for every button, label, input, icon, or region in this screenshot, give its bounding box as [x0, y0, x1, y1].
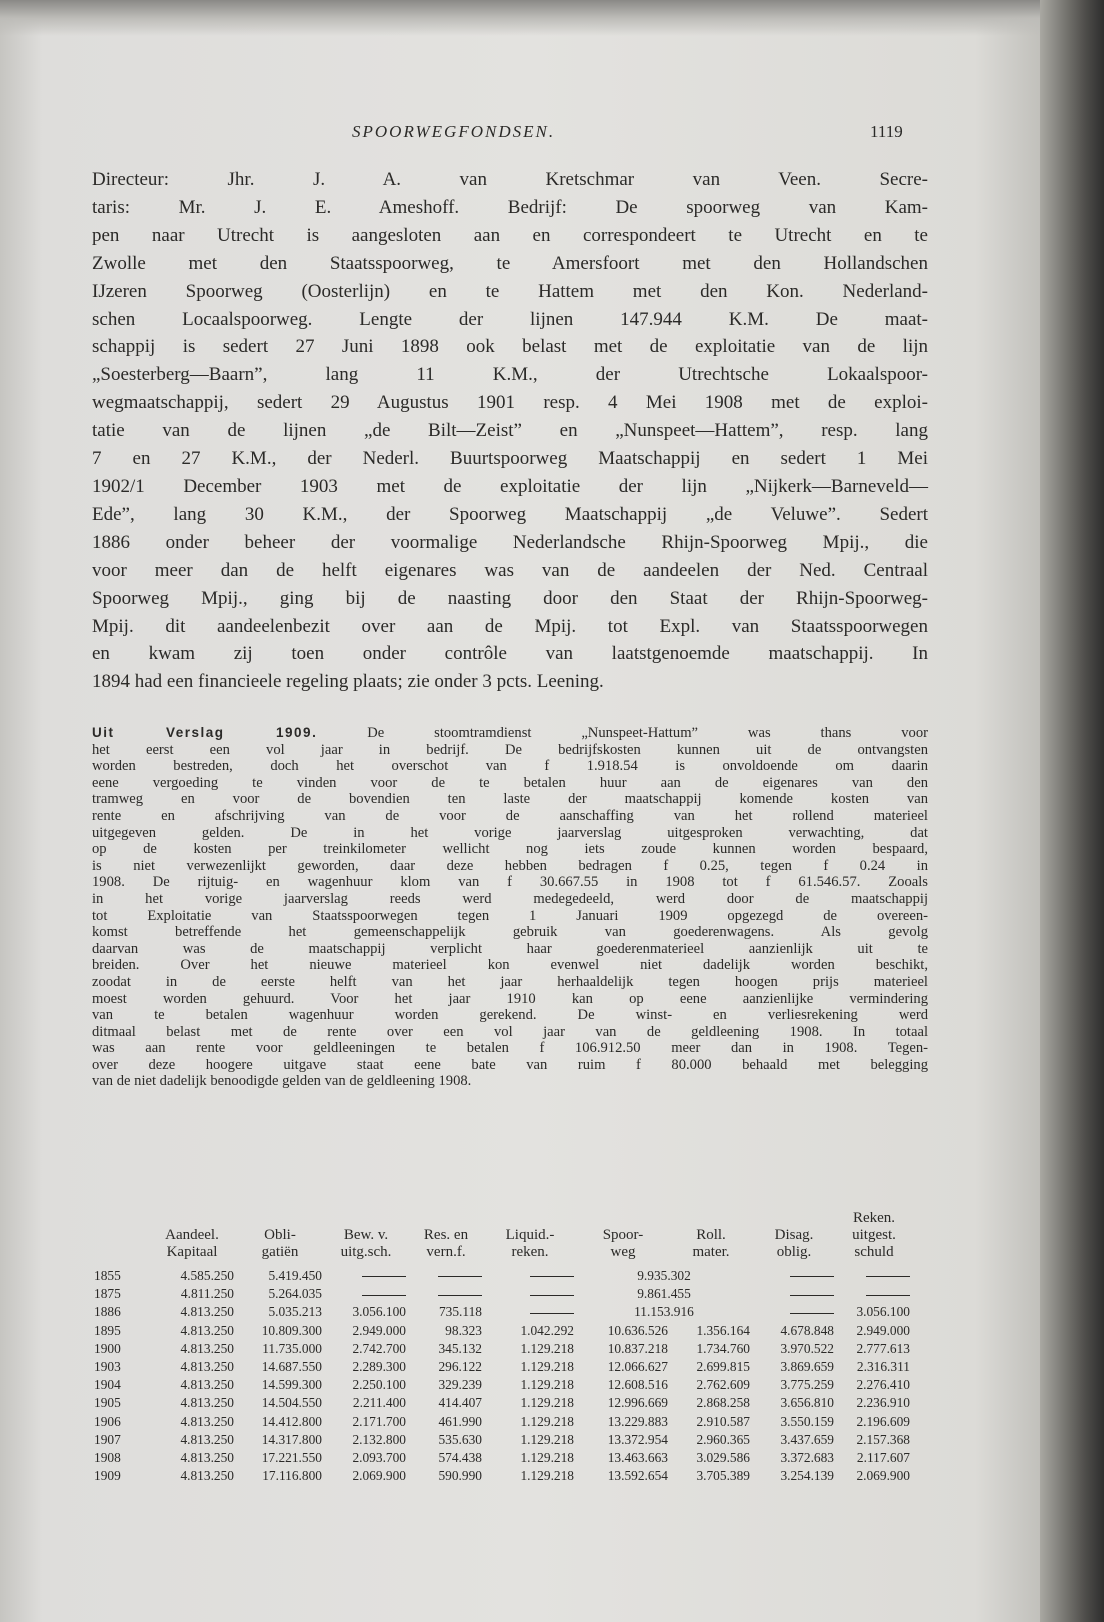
table-cell	[752, 1303, 836, 1321]
table-cell: 2.236.910	[856, 1395, 910, 1411]
column-header: Res. en vern.f.	[423, 1227, 469, 1260]
row-year: 1855	[94, 1268, 121, 1283]
header-year	[92, 1210, 148, 1267]
table-cell: 2.868.258	[696, 1395, 750, 1411]
table-cell: 2.157.368	[856, 1431, 910, 1447]
row-year: 1908	[94, 1450, 121, 1466]
table-cell: 12.996.669	[607, 1395, 668, 1411]
table-cell: 2.069.900	[352, 1468, 406, 1484]
table-cell: 13.229.883	[607, 1413, 668, 1429]
table-cell	[484, 1303, 576, 1321]
table-cell: 2.777.613	[856, 1340, 910, 1356]
report-line: was aan rente voor geldleeningen te betalen f 106.912.50 meer dan in 1908. Tegen-	[92, 1040, 928, 1057]
report-first-line-text: De stoomtramdienst „Nunspeet-Hattum” was thans voor	[317, 725, 928, 741]
text-line: schen Locaalspoorweg. Lengte der lijnen 147.944 K.M. De maat-	[92, 308, 928, 330]
table-cell: 1.042.292	[520, 1322, 574, 1338]
empty-dash	[790, 1295, 834, 1296]
report-line: uitgegeven gelden. De in het vorige jaarverslag uitgesproken verwachting, dat	[92, 824, 928, 841]
table-cell	[324, 1267, 408, 1285]
report-line: komst betreffende het gemeenschappelijk gebruik van goederenwagens. Als gevolg	[92, 924, 928, 941]
table-cell: 4.678.848	[780, 1322, 834, 1338]
report-line: het eerst een vol jaar in bedrijf. De bedrijfskosten kunnen uit de ontvangsten	[92, 741, 928, 758]
empty-dash	[438, 1276, 482, 1277]
report-heading: Uit Verslag 1909.	[92, 725, 318, 740]
text-line: wegmaatschappij, sedert 29 Augustus 1901 resp. 4 Mei 1908 met de exploi-	[92, 392, 928, 414]
table-cell: 1.129.218	[520, 1450, 574, 1466]
running-head: SPOORWEGFONDSEN.	[352, 122, 556, 141]
annual-report-1909	[92, 725, 928, 1090]
table-cell: 1.129.218	[520, 1413, 574, 1429]
table-body	[92, 1267, 912, 1485]
table-cell: 414.407	[438, 1395, 482, 1411]
row-year: 1886	[94, 1304, 121, 1320]
table-cell	[324, 1285, 408, 1303]
empty-dash	[530, 1295, 574, 1296]
text-line: en kwam zij toen onder contrôle van laatstgenoemde maatschappij. In	[92, 643, 928, 665]
column-header: Liquid.- reken.	[505, 1227, 555, 1260]
table-cell: 4.813.250	[180, 1304, 234, 1320]
table-cell: 2.316.311	[856, 1359, 910, 1375]
table-cell: 735.118	[438, 1304, 482, 1320]
table-cell	[836, 1285, 912, 1303]
table-cell	[836, 1267, 912, 1285]
table-cell: 4.813.250	[180, 1431, 234, 1447]
text-line: Zwolle met den Staatsspoorweg, te Amersfoort met den Hollandschen	[92, 252, 928, 274]
text-line: schappij is sedert 27 Juni 1898 ook belast met de exploitatie van de lijn	[92, 336, 928, 358]
report-line: rente en afschrijving van de voor de aanschaffing van het rollend materieel	[92, 807, 928, 824]
row-year: 1905	[94, 1395, 121, 1411]
column-header: Reken. uitgest. schuld	[852, 1210, 896, 1260]
table-cell: 1.129.218	[520, 1359, 574, 1375]
table-cell	[408, 1267, 484, 1285]
empty-dash	[362, 1276, 406, 1277]
scan-shadow	[0, 0, 1060, 36]
table-cell: 12.608.516	[607, 1377, 668, 1393]
table-cell: 461.990	[438, 1413, 482, 1429]
row-year: 1903	[94, 1359, 121, 1375]
text-line: tatie van de lijnen „de Bilt—Zeist” en „Nunspeet—Hattem”, resp. lang	[92, 420, 928, 442]
report-line: worden bestreden, doch het overschot van f 1.918.54 is onvoldoende om daarin	[92, 758, 928, 775]
table-cell: 5.419.450	[268, 1268, 322, 1283]
table-cell: 4.811.250	[180, 1286, 234, 1302]
table-cell: 345.132	[438, 1340, 482, 1356]
report-line: ditmaal belast met de rente over een vol jaar van de geldleening 1908. In totaal	[92, 1023, 928, 1040]
text-line: Directeur: Jhr. J. A. van Kretschmar van Veen. Secre-	[92, 169, 928, 190]
table-cell: 14.599.300	[261, 1377, 322, 1393]
table-cell: 17.221.550	[261, 1450, 322, 1466]
table-cell: 4.813.250	[180, 1395, 234, 1411]
table-cell	[752, 1285, 836, 1303]
table-row	[92, 1303, 912, 1321]
table-cell: 2.069.900	[856, 1468, 910, 1484]
table-cell-merged: 11.153.916	[634, 1304, 694, 1320]
table-cell: 3.869.659	[780, 1359, 834, 1375]
table-cell: 2.132.800	[352, 1431, 406, 1447]
table-cell: 14.412.800	[261, 1413, 322, 1429]
table-cell: 4.813.250	[180, 1413, 234, 1429]
table-cell: 5.035.213	[268, 1304, 322, 1320]
table-cell: 3.775.259	[780, 1377, 834, 1393]
table-cell: 3.029.586	[696, 1450, 750, 1466]
table-cell: 4.813.250	[180, 1450, 234, 1466]
report-line: tramweg en voor de bovendien ten laste der maatschappij komende kosten van	[92, 791, 928, 808]
table-row	[92, 1413, 912, 1431]
table-cell: 3.437.659	[780, 1431, 834, 1447]
table-cell: 3.056.100	[856, 1304, 910, 1320]
table-cell: 2.211.400	[352, 1395, 406, 1411]
row-year: 1875	[94, 1286, 121, 1302]
table-row	[92, 1322, 912, 1340]
row-year: 1895	[94, 1322, 121, 1338]
table-cell: 296.122	[438, 1359, 482, 1375]
report-line: eene vergoeding te vinden voor de te betalen huur aan de eigenares van den	[92, 774, 928, 791]
table-cell: 2.171.700	[352, 1413, 406, 1429]
row-year: 1909	[94, 1468, 121, 1484]
table-cell	[752, 1267, 836, 1285]
text-line: Ede”, lang 30 K.M., der Spoorweg Maatschappij „de Veluwe”. Sedert	[92, 503, 928, 525]
table-row	[92, 1449, 912, 1467]
report-first-line	[92, 725, 928, 742]
table-cell: 3.705.389	[696, 1468, 750, 1484]
row-year: 1906	[94, 1413, 121, 1429]
table-cell: 14.504.550	[261, 1395, 322, 1411]
table-cell: 3.656.810	[780, 1395, 834, 1411]
table-cell: 2.742.700	[352, 1340, 406, 1356]
table-cell: 4.813.250	[180, 1359, 234, 1375]
text-line: Mpij. dit aandeelenbezit over aan de Mpij. tot Expl. van Staatsspoorwegen	[92, 615, 928, 637]
table-cell: 2.762.609	[696, 1377, 750, 1393]
table-cell: 13.592.654	[607, 1468, 668, 1484]
table-row	[92, 1358, 912, 1376]
text-line: 7 en 27 K.M., der Nederl. Buurtspoorweg Maatschappij en sedert 1 Mei	[92, 448, 928, 470]
table-cell: 2.289.300	[352, 1359, 406, 1375]
table-cell: 98.323	[445, 1322, 482, 1338]
table-cell: 17.116.800	[262, 1468, 322, 1484]
table-cell: 3.056.100	[352, 1304, 406, 1320]
table-cell: 590.990	[438, 1468, 482, 1484]
company-description	[92, 166, 928, 696]
column-header: Bew. v. uitg.sch.	[340, 1227, 392, 1260]
table-cell: 1.129.218	[520, 1340, 574, 1356]
report-line: op de kosten per treinkilometer wellicht nog iets zoude kunnen worden bespaard,	[92, 841, 928, 858]
table-cell: 4.813.250	[180, 1468, 234, 1484]
table-cell: 2.960.365	[696, 1431, 750, 1447]
table-cell: 4.813.250	[180, 1340, 234, 1356]
table-cell: 2.117.607	[856, 1450, 910, 1466]
report-line: van te betalen wagenhuur worden gerekend. De winst- en verliesrekening werd	[92, 1007, 928, 1024]
table-cell: 10.809.300	[261, 1322, 322, 1338]
table-cell: 2.949.000	[856, 1322, 910, 1338]
text-line: 1886 onder beheer der voormalige Nederlandsche Rhijn-Spoorweg Mpij., die	[92, 531, 928, 553]
report-line: in het vorige jaarverslag reeds werd medegedeeld, werd door de maatschappij	[92, 890, 928, 907]
text-line: 1902/1 December 1903 met de exploitatie der lijn „Nijkerk—Barneveld—	[92, 475, 928, 497]
row-year: 1900	[94, 1340, 121, 1356]
table-cell: 574.438	[438, 1450, 482, 1466]
table-cell: 1.734.760	[696, 1340, 750, 1356]
table-cell: 1.356.164	[696, 1322, 750, 1338]
empty-dash	[438, 1295, 482, 1296]
table-cell: 4.585.250	[180, 1268, 234, 1283]
table-cell: 3.372.683	[780, 1450, 834, 1466]
column-header: Aandeel. Kapitaal	[165, 1227, 219, 1260]
empty-dash	[530, 1276, 574, 1277]
text-line: „Soesterberg—Baarn”, lang 11 K.M., der Utrechtsche Lokaalspoor-	[92, 364, 928, 386]
report-line: zoodat in de eerste helft van het jaar herhaaldelijk tegen hoogen prijs materieel	[92, 973, 928, 990]
table-row	[92, 1267, 912, 1285]
table-cell: 11.735.000	[262, 1340, 322, 1356]
report-line: breiden. Over het nieuwe materieel kon evenwel niet dadelijk worden beschikt,	[92, 957, 928, 974]
table-cell: 2.276.410	[856, 1377, 910, 1393]
text-line: 1894 had een financieele regeling plaats; zie onder 3 pcts. Leening.	[92, 671, 604, 693]
table-cell: 3.550.159	[780, 1413, 834, 1429]
table-cell: 2.949.000	[352, 1322, 406, 1338]
table-row	[92, 1394, 912, 1412]
table-cell: 4.813.250	[180, 1377, 234, 1393]
report-line: van de niet dadelijk benoodigde gelden van de geldleening 1908.	[92, 1073, 472, 1090]
table-cell-merged: 9.935.302	[637, 1268, 691, 1283]
table-cell: 1.129.218	[520, 1377, 574, 1393]
text-line: IJzeren Spoorweg (Oosterlijn) en te Hattem met den Kon. Nederland-	[92, 280, 928, 302]
table-row	[92, 1431, 912, 1449]
table-cell: 1.129.218	[520, 1468, 574, 1484]
table-cell: 329.239	[438, 1377, 482, 1393]
table-row	[92, 1340, 912, 1358]
empty-dash	[790, 1313, 834, 1314]
empty-dash	[530, 1313, 574, 1314]
empty-dash	[866, 1276, 910, 1277]
empty-dash	[790, 1276, 834, 1277]
table-cell: 14.317.800	[261, 1431, 322, 1447]
table-cell: 1.129.218	[520, 1395, 574, 1411]
table-cell: 12.066.627	[607, 1359, 668, 1375]
text-line: pen naar Utrecht is aangesloten aan en correspondeert te Utrecht en te	[92, 224, 928, 246]
table-cell: 2.699.815	[696, 1359, 750, 1375]
report-line: over deze hoogere uitgave staat eene bate van ruim f 80.000 behaald met belegging	[92, 1056, 928, 1073]
table-cell: 5.264.035	[268, 1286, 322, 1302]
row-year: 1904	[94, 1377, 121, 1393]
table-cell: 535.630	[438, 1431, 482, 1447]
column-header: Obli- gatiën	[261, 1227, 299, 1260]
report-line: 1908. De rijtuig- en wagenhuur klom van f 30.667.55 in 1908 tot f 61.546.57. Zooals	[92, 874, 928, 891]
text-line: voor meer dan de helft eigenares was van de aandeelen der Ned. Centraal	[92, 559, 928, 581]
table-row	[92, 1285, 912, 1303]
table-cell: 3.254.139	[780, 1468, 834, 1484]
table-cell: 4.813.250	[180, 1322, 234, 1338]
report-line: moest worden gehuurd. Voor het jaar 1910 kan op eene aanzienlijke vermindering	[92, 990, 928, 1007]
report-line: tot Exploitatie van Staatsspoorwegen tegen 1 Januari 1909 opgezegd de overeen-	[92, 907, 928, 924]
row-year: 1907	[94, 1431, 121, 1447]
empty-dash	[362, 1295, 406, 1296]
table-cell: 2.196.609	[856, 1413, 910, 1429]
table-header-row	[92, 1210, 912, 1267]
page-number: 1119	[870, 122, 903, 141]
text-line: Spoorweg Mpij., ging bij de naasting door den Staat der Rhijn-Spoorweg-	[92, 587, 928, 609]
report-line: is niet verwezenlijkt geworden, daar deze hebben bedragen f 0.25, tegen f 0.24 in	[92, 857, 928, 874]
table-cell: 13.463.663	[607, 1450, 668, 1466]
table-row	[92, 1376, 912, 1394]
table-cell: 10.837.218	[607, 1340, 668, 1356]
column-header: Disag. oblig.	[774, 1227, 814, 1260]
empty-dash	[866, 1295, 910, 1296]
table-cell: 10.636.526	[607, 1322, 668, 1338]
column-header: Spoor- weg	[602, 1227, 644, 1260]
table-cell: 13.372.954	[607, 1431, 668, 1447]
table-cell-merged: 9.861.455	[637, 1286, 691, 1302]
table-cell: 2.093.700	[352, 1450, 406, 1466]
text-line: taris: Mr. J. E. Ameshoff. Bedrijf: De spoorweg van Kam-	[92, 196, 928, 218]
report-line: daarvan was de maatschappij verplicht haar goederenmaterieel aanzienlijk uit te	[92, 940, 928, 957]
table-cell	[484, 1285, 576, 1303]
table-cell: 2.250.100	[352, 1377, 406, 1393]
table-cell: 1.129.218	[520, 1431, 574, 1447]
book-edge	[1040, 0, 1104, 1622]
table-cell: 3.970.522	[780, 1340, 834, 1356]
table-cell	[408, 1285, 484, 1303]
column-header: Roll. mater.	[692, 1227, 730, 1260]
table-cell: 14.687.550	[261, 1359, 322, 1375]
table-row	[92, 1467, 912, 1485]
financial-table	[92, 1210, 912, 1485]
table-cell: 2.910.587	[696, 1413, 750, 1429]
table-cell	[484, 1267, 576, 1285]
